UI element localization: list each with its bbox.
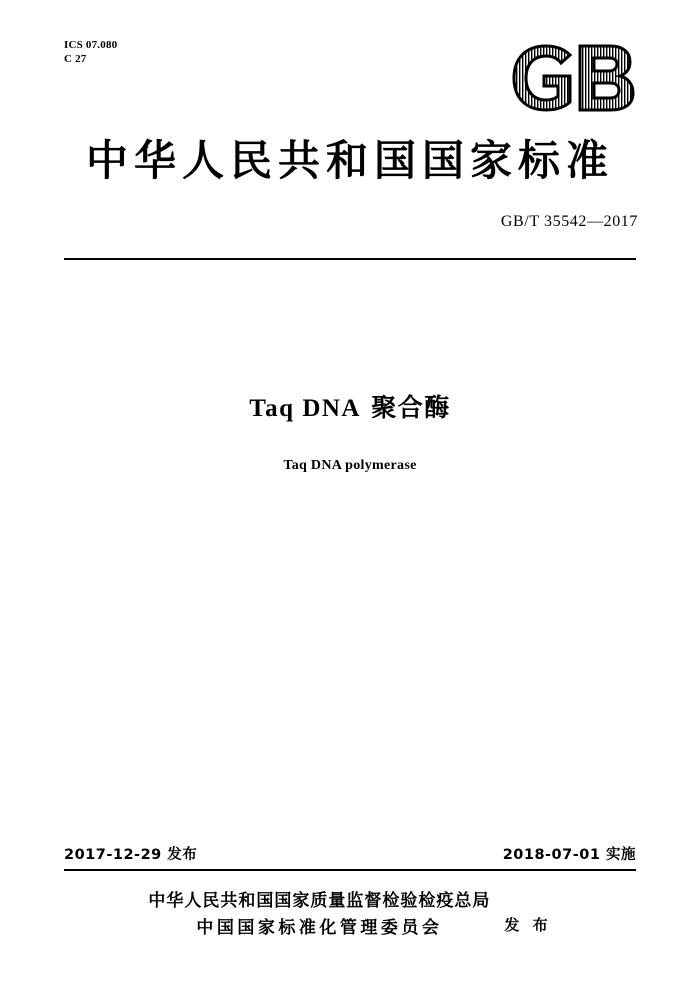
standard-number: GB/T 35542—2017 bbox=[500, 213, 638, 230]
publisher-line-1: 中华人民共和国国家质量监督检验检疫总局 bbox=[148, 891, 491, 911]
publisher-names bbox=[148, 888, 490, 942]
gb-emblem-icon bbox=[510, 42, 640, 114]
ics-code: ICS 07.080 bbox=[64, 39, 118, 51]
classification-codes bbox=[64, 38, 117, 66]
subject-title-hanzi-part: 聚合酶 bbox=[371, 393, 451, 422]
national-standard-title: 中华人民共和国国家标准 bbox=[85, 136, 614, 185]
issue-date: 2017-12-29 发布 bbox=[64, 847, 198, 863]
implementation-date: 2018-07-01 实施 bbox=[502, 847, 636, 863]
ccs-code: C 27 bbox=[64, 53, 87, 65]
subject-title-chinese bbox=[0, 388, 700, 424]
header-divider bbox=[64, 258, 636, 260]
publisher-block bbox=[0, 888, 700, 942]
subject-title-english: Taq DNA polymerase bbox=[283, 458, 417, 473]
footer-divider bbox=[64, 869, 636, 871]
subject-title-latin-part: Taq DNA bbox=[249, 395, 361, 422]
publisher-line-2: 中国国家标准化管理委员会 bbox=[196, 918, 443, 938]
publisher-verb: 发 布 bbox=[504, 915, 552, 934]
